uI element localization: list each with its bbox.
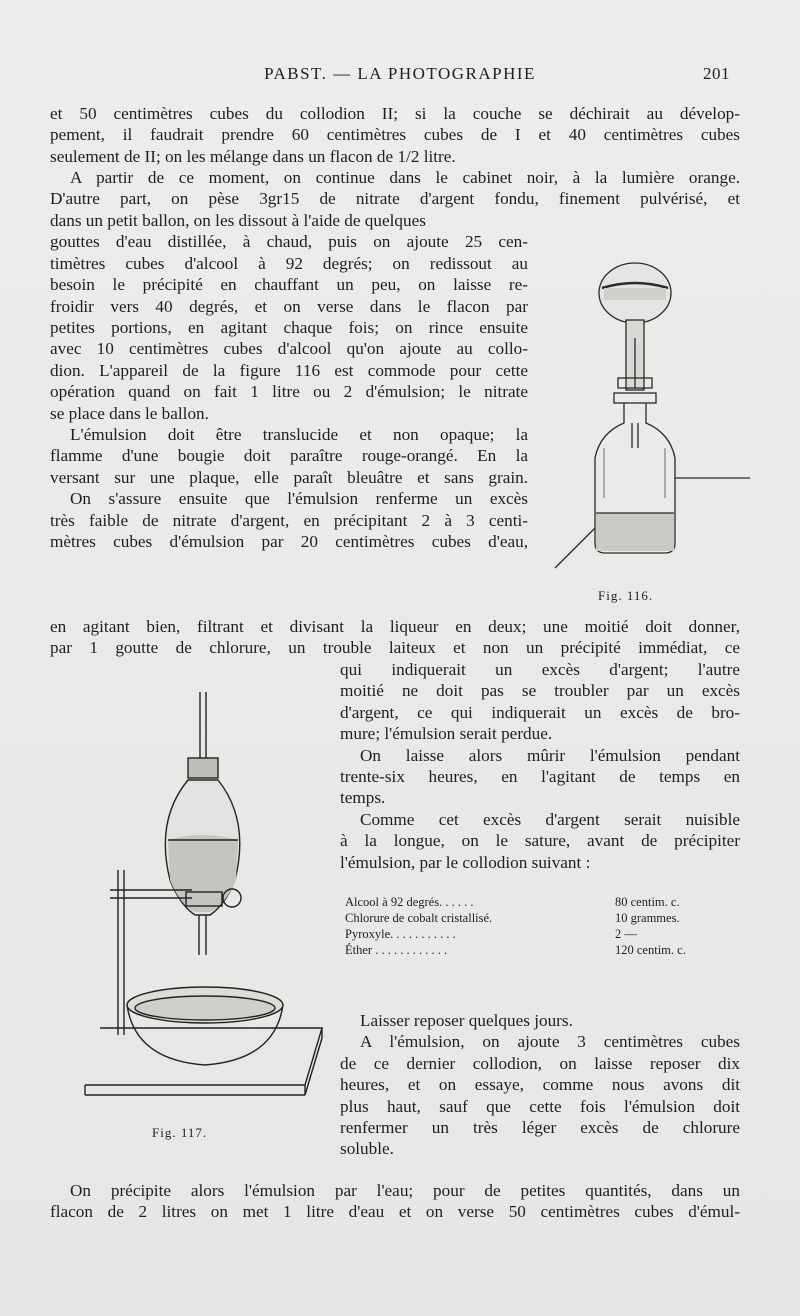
text-line: et 50 centimètres cubes du collodion II; si la couche se déchirait au dévelop- (50, 104, 740, 123)
recipe-row (345, 894, 715, 910)
figure-117-apparatus-illustration (60, 690, 330, 1130)
text-line: flacon de 2 litres on met 1 litre d'eau et on verse 50 centimètres cubes d'émul- (50, 1202, 740, 1222)
text-line: L'émulsion doit être translucide et non opaque; la (70, 425, 528, 445)
running-head (50, 60, 750, 90)
recipe-item: Alcool à 92 degrés. . . . . . (345, 895, 474, 909)
paragraph (340, 1010, 740, 1160)
recipe-item: Chlorure de cobalt cristallisé. (345, 911, 493, 925)
text-line: se place dans le ballon. (50, 403, 209, 423)
text-line: Laisser reposer quelques jours. (360, 1011, 573, 1030)
text-line: d'argent, ce qui indiquerait un excès de bro- (340, 702, 740, 722)
recipe-item: Pyroxyle. . . . . . . . . . . (345, 927, 456, 941)
text-line: froidir vers 40 degrés, et on verse dans le flacon par (50, 296, 528, 316)
recipe-qty: 2 — (615, 927, 637, 941)
text-line: mètres cubes d'émulsion par 20 centimètres cubes d'eau, (50, 532, 528, 552)
paragraph (50, 167, 740, 210)
text-line: seulement de II; on les mélange dans un flacon de 1/2 litre. (50, 146, 456, 166)
text-line: besoin le précipité en chauffant un peu, on laisse re- (50, 275, 528, 295)
paragraph (50, 103, 740, 167)
text-line: soluble. (340, 1139, 394, 1159)
text-line: plus haut, sauf que cette fois l'émulsion doit (340, 1096, 740, 1116)
figure-116-caption: Fig. 116. (598, 588, 654, 603)
text-line: opération quand on fait 1 litre ou 2 d'émulsion; le nitrate (50, 382, 528, 402)
running-head-title: PABST. — LA PHOTOGRAPHIE (264, 64, 536, 83)
paragraph (50, 616, 740, 659)
text-line: pement, il faudrait prendre 60 centimètres cubes de I et 40 centimètres cubes (50, 125, 740, 145)
text-line: D'autre part, on pèse 3gr15 de nitrate d'argent fondu, finement pulvérisé, et (50, 189, 740, 209)
text-line: gouttes d'eau distillée, à chaud, puis on ajoute 25 cen- (50, 232, 528, 252)
text-line: en agitant bien, filtrant et divisant la liqueur en deux; une moitié doit donner, (50, 617, 740, 636)
recipe-qty: 10 grammes. (615, 911, 680, 925)
text-line: dans un petit ballon, on les dissout à l'aide de quelques (50, 211, 426, 230)
page-number: 201 (703, 64, 730, 83)
text-line: A l'émulsion, on ajoute 3 centimètres cubes (360, 1032, 740, 1052)
text-line: avec 10 centimètres cubes d'alcool qu'on ajoute au collo- (50, 339, 528, 359)
text-line: dion. L'appareil de la figure 116 est commode pour cette (50, 360, 528, 380)
recipe-qty: 120 centim. c. (615, 943, 686, 957)
text-line: mure; l'émulsion serait perdue. (340, 724, 553, 744)
text-line: heures, et on essaye, comme nous avons dit (340, 1075, 740, 1095)
text-line: trente-six heures, en l'agitant de temps en (340, 767, 740, 787)
recipe-table (345, 894, 715, 958)
paragraph (50, 1180, 740, 1223)
recipe-qty: 80 centim. c. (615, 895, 680, 909)
recipe-row (345, 910, 715, 926)
text-line: flamme d'une bougie doit paraître rouge-orangé. En la (50, 446, 528, 466)
text-line: petites portions, en agitant chaque fois; on rince ensuite (50, 318, 528, 338)
paragraph (340, 659, 740, 873)
recipe-row (345, 942, 715, 958)
text-line: qui indiquerait un excès d'argent; l'autre (340, 660, 740, 679)
text-line: On s'assure ensuite que l'émulsion renferme un excès (70, 489, 528, 509)
text-line: On précipite alors l'émulsion par l'eau; pour de petites quantités, dans un (70, 1181, 740, 1200)
text-line: A partir de ce moment, on continue dans le cabinet noir, à la lumière orange. (70, 168, 740, 187)
text-line: l'émulsion, par le collodion suivant : (340, 852, 591, 872)
text-line: très faible de nitrate d'argent, en précipitant 2 à 3 centi- (50, 510, 528, 530)
paragraph (50, 210, 528, 553)
recipe-row (345, 926, 715, 942)
text-line: moitié ne doit pas se troubler par un excès (340, 681, 740, 701)
text-line: timètres cubes d'alcool à 92 degrés; on redissout au (50, 253, 528, 273)
figure-117-caption: Fig. 117. (152, 1125, 208, 1140)
text-line: par 1 goutte de chlorure, un trouble laiteux et non un précipité immédiat, ce (50, 638, 740, 658)
text-line: de ce dernier collodion, on laisse reposer dix (340, 1053, 740, 1073)
text-line: Comme cet excès d'argent serait nuisible (360, 809, 740, 829)
figure-116-flask-illustration (540, 248, 760, 588)
recipe-item: Éther . . . . . . . . . . . . (345, 943, 448, 957)
text-line: à la longue, on le sature, avant de précipiter (340, 831, 740, 851)
text-line: versant sur une plaque, elle paraît bleuâtre et sans grain. (50, 467, 528, 487)
text-line: temps. (340, 788, 386, 808)
text-line: On laisse alors mûrir l'émulsion pendant (360, 745, 740, 765)
text-line: renfermer un très léger excès de chlorure (340, 1118, 740, 1138)
